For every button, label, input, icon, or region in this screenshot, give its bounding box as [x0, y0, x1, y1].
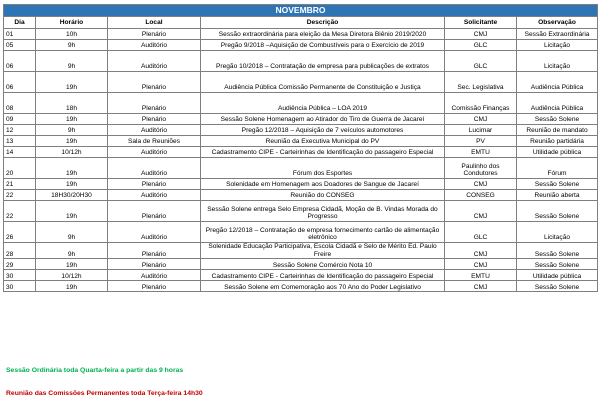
cell-solicitante: Paulinho dos Condutores: [445, 158, 517, 179]
cell-solicitante: EMTU: [445, 147, 517, 158]
cell-dia: 22: [4, 190, 36, 201]
cell-solicitante: CMJ: [445, 243, 517, 259]
cell-observacao: Utilidade pública: [517, 270, 598, 281]
cell-observacao: Sessão Solene: [517, 201, 598, 222]
table-row: [4, 158, 598, 179]
cell-local: Auditório: [108, 147, 201, 158]
cell-horario: 10h: [36, 29, 108, 40]
table-row: [4, 125, 598, 136]
table-row: [4, 190, 598, 201]
table-row: [4, 29, 598, 40]
cell-local: Plenário: [108, 281, 201, 292]
cell-observacao: Sessão Solene: [517, 243, 598, 259]
cell-observacao: Sessão Solene: [517, 179, 598, 190]
cell-horario: 9h: [36, 222, 108, 243]
cell-local: Plenário: [108, 179, 201, 190]
cell-dia: 08: [4, 93, 36, 114]
cell-observacao: Sessão Extraordinária: [517, 29, 598, 40]
cell-horario: 19h: [36, 158, 108, 179]
cell-solicitante: CMJ: [445, 114, 517, 125]
cell-local: Plenário: [108, 93, 201, 114]
cell-observacao: Reunião aberta: [517, 190, 598, 201]
cell-dia: 01: [4, 29, 36, 40]
cell-descricao: Cadastramento CIPE - Carteirinhas de Identificação do passageiro Especial: [201, 270, 445, 281]
cell-observacao: Reunião partidária: [517, 136, 598, 147]
cell-descricao: Reunião da Executiva Municipal do PV: [201, 136, 445, 147]
cell-dia: 09: [4, 114, 36, 125]
cell-solicitante: CMJ: [445, 281, 517, 292]
cell-horario: 18h: [36, 93, 108, 114]
cell-dia: 14: [4, 147, 36, 158]
cell-dia: 26: [4, 222, 36, 243]
cell-descricao: Sessão extraordinária para eleição da Mesa Diretora Biênio 2019/2020: [201, 29, 445, 40]
cell-local: Auditório: [108, 270, 201, 281]
cell-descricao: Pregão 12/2018 – Contratação de empresa fornecimento cartão de alimentação eletrônico: [201, 222, 445, 243]
cell-solicitante: Sec. Legislativa: [445, 72, 517, 93]
cell-solicitante: EMTU: [445, 270, 517, 281]
cell-local: Auditório: [108, 222, 201, 243]
table-row: [4, 51, 598, 72]
cell-observacao: Fórum: [517, 158, 598, 179]
cell-solicitante: CONSEG: [445, 190, 517, 201]
table-row: [4, 259, 598, 270]
cell-dia: 30: [4, 270, 36, 281]
cell-dia: 21: [4, 179, 36, 190]
table-row: [4, 201, 598, 222]
table-row: [4, 281, 598, 292]
cell-descricao: Audiência Pública Comissão Permanente de Constituição e Justiça: [201, 72, 445, 93]
cell-dia: 28: [4, 243, 36, 259]
cell-descricao: Cadastramento CIPE - Carteirinhas de Identificação do passageiro Especial: [201, 147, 445, 158]
cell-solicitante: GLC: [445, 51, 517, 72]
cell-solicitante: CMJ: [445, 259, 517, 270]
agenda-rows: [4, 29, 598, 292]
table-row: [4, 93, 598, 114]
cell-observacao: Licitação: [517, 40, 598, 51]
cell-observacao: Licitação: [517, 222, 598, 243]
cell-solicitante: Lucimar: [445, 125, 517, 136]
cell-dia: 22: [4, 201, 36, 222]
cell-observacao: Audiência Pública: [517, 72, 598, 93]
cell-solicitante: PV: [445, 136, 517, 147]
cell-horario: 10/12h: [36, 147, 108, 158]
cell-horario: 19h: [36, 136, 108, 147]
header-dia: Dia: [4, 17, 36, 29]
cell-dia: 12: [4, 125, 36, 136]
header-local: Local: [108, 17, 201, 29]
cell-dia: 05: [4, 40, 36, 51]
cell-observacao: Sessão Solene: [517, 259, 598, 270]
cell-descricao: Audiência Pública – LOA 2019: [201, 93, 445, 114]
table-row: [4, 243, 598, 259]
cell-dia: 06: [4, 72, 36, 93]
footnote-ordinaria: Sessão Ordinária toda Quarta-feira a partir das 9 horas: [6, 367, 184, 374]
cell-local: Auditório: [108, 125, 201, 136]
cell-descricao: Pregão 12/2018 – Aquisição de 7 veículos automotores: [201, 125, 445, 136]
table-row: [4, 147, 598, 158]
cell-solicitante: CMJ: [445, 201, 517, 222]
cell-horario: 9h: [36, 125, 108, 136]
cell-local: Auditório: [108, 51, 201, 72]
table-row: [4, 179, 598, 190]
month-title: NOVEMBRO: [4, 5, 598, 17]
cell-horario: 19h: [36, 114, 108, 125]
cell-descricao: Solenidade em Homenagem aos Doadores de Sangue de Jacareí: [201, 179, 445, 190]
cell-horario: 9h: [36, 243, 108, 259]
footnote-comissoes: Reunião das Comissões Permanentes toda Terça-feira 14h30: [6, 390, 203, 397]
cell-local: Plenário: [108, 29, 201, 40]
header-descricao: Descrição: [201, 17, 445, 29]
cell-dia: 20: [4, 158, 36, 179]
cell-observacao: Audiência Pública: [517, 93, 598, 114]
cell-local: Plenário: [108, 243, 201, 259]
table-row: [4, 40, 598, 51]
cell-local: Plenário: [108, 72, 201, 93]
cell-descricao: Sessão Solene Homenagem ao Atirador do Tiro de Guerra de Jacareí: [201, 114, 445, 125]
cell-solicitante: CMJ: [445, 179, 517, 190]
cell-observacao: Sessão Solene: [517, 281, 598, 292]
cell-horario: 19h: [36, 201, 108, 222]
cell-horario: 10/12h: [36, 270, 108, 281]
cell-horario: 19h: [36, 281, 108, 292]
cell-descricao: Reunião do CONSEG: [201, 190, 445, 201]
cell-observacao: Sessão Solene: [517, 114, 598, 125]
cell-observacao: Licitação: [517, 51, 598, 72]
cell-horario: 19h: [36, 179, 108, 190]
cell-descricao: Pregão 10/2018 – Contratação de empresa para publicações de extratos: [201, 51, 445, 72]
cell-descricao: Pregão 9/2018 –Aquisição de Combustíveis para o Exercício de 2019: [201, 40, 445, 51]
table-row: [4, 136, 598, 147]
agenda-sheet: [3, 4, 597, 292]
table-row: [4, 114, 598, 125]
cell-horario: 19h: [36, 259, 108, 270]
header-horario: Horário: [36, 17, 108, 29]
cell-descricao: Solenidade Educação Participativa, Escola Cidadã e Selo de Mérito Ed. Paulo Freire: [201, 243, 445, 259]
cell-horario: 19h: [36, 72, 108, 93]
cell-observacao: Utilidade pública: [517, 147, 598, 158]
table-row: [4, 270, 598, 281]
cell-observacao: Reunião de mandato: [517, 125, 598, 136]
header-row: [4, 17, 598, 29]
table-row: [4, 72, 598, 93]
cell-local: Plenário: [108, 259, 201, 270]
header-observacao: Observação: [517, 17, 598, 29]
cell-local: Sala de Reuniões: [108, 136, 201, 147]
table-row: [4, 222, 598, 243]
cell-dia: 29: [4, 259, 36, 270]
cell-solicitante: CMJ: [445, 29, 517, 40]
cell-dia: 06: [4, 51, 36, 72]
cell-local: Auditório: [108, 158, 201, 179]
cell-descricao: Sessão Solene entrega Selo Empresa Cidadã, Moção de B. Vindas Morada do Progresso: [201, 201, 445, 222]
cell-descricao: Sessão Solene em Comemoração aos 70 Ano do Poder Legislativo: [201, 281, 445, 292]
agenda-table: [3, 4, 598, 292]
cell-horario: 9h: [36, 40, 108, 51]
cell-local: Plenário: [108, 201, 201, 222]
header-solicitante: Solicitante: [445, 17, 517, 29]
cell-solicitante: GLC: [445, 40, 517, 51]
cell-solicitante: GLC: [445, 222, 517, 243]
cell-dia: 30: [4, 281, 36, 292]
cell-local: Plenário: [108, 114, 201, 125]
cell-horario: 18H30/20H30: [36, 190, 108, 201]
cell-dia: 13: [4, 136, 36, 147]
cell-solicitante: Comissão Finanças: [445, 93, 517, 114]
cell-descricao: Fórum dos Esportes: [201, 158, 445, 179]
cell-horario: 9h: [36, 51, 108, 72]
cell-local: Auditório: [108, 40, 201, 51]
cell-descricao: Sessão Solene Comércio Nota 10: [201, 259, 445, 270]
cell-local: Auditório: [108, 190, 201, 201]
